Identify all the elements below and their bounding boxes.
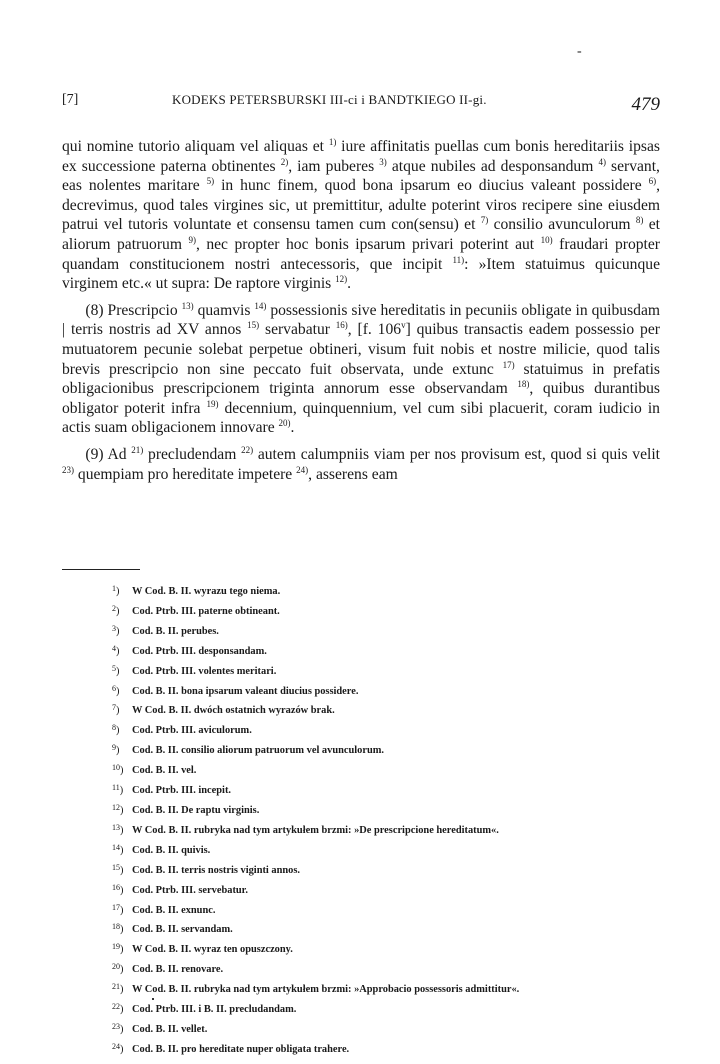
text-run: ] quibus transactis eadem possessio per mutuatorem pecunie solebat perpetue obtineri, visum fuit nobis et nostre milicie, quod talis brevis prescripcio non sine peccato fuit observata, unde extunc (62, 321, 660, 378)
footnote-ref: 23) (62, 464, 74, 475)
footnote-number: $^{16}$) (112, 882, 124, 896)
footnote (112, 919, 672, 939)
footnote-number: $^{21}$) (112, 982, 124, 996)
footnote (112, 601, 672, 621)
paragraph-1 (62, 137, 660, 294)
text-run: possessionis sive hereditatis in pecuniis obligate in quibusdam | terris nostris ad XV annos (62, 301, 661, 339)
text-run: decennium, quinquennium, vel cum sibi placuerit, coram iudicio in actis suam obligacionem innovare (62, 399, 660, 437)
footnote (112, 979, 672, 999)
footnote (112, 621, 672, 641)
footnote-marker: 6 (112, 683, 116, 693)
footnote (112, 700, 672, 720)
footnote-number: $^8$) (112, 723, 120, 737)
footnote-marker: 22 (112, 1002, 120, 1012)
footnote (112, 880, 672, 900)
footnotes-list (112, 581, 672, 1059)
footnote-marker: 2 (112, 603, 116, 613)
footnote (112, 800, 672, 820)
text-run: . (347, 275, 352, 293)
text-run: , quibus durantibus obligator poterit infra (62, 380, 660, 417)
section-number: [7] (62, 92, 79, 107)
footnote-ref: 16) (335, 320, 348, 331)
footnote-ref: 14) (254, 300, 267, 311)
footnote (112, 681, 672, 701)
footnote-ref: 12) (335, 274, 348, 285)
text-run: statuimus in prefatis obligacionibus prescripcionem triginta annorum esse observandam (62, 360, 660, 398)
text-run: in hunc finem, quod bona ipsarum eo diucius valeant possidere (221, 177, 642, 195)
footnote-ref: 5) (206, 176, 215, 187)
footnote (112, 760, 672, 780)
footnote-ref: 8) (635, 215, 644, 226)
footnote-text: Cod. Ptrb. III. desponsandam. (132, 645, 267, 657)
footnote (112, 1039, 672, 1059)
footnote (112, 1019, 672, 1039)
footnote-number: $^4$) (112, 643, 120, 657)
footnote-text: Cod. Ptrb. III. volentes meritari. (132, 665, 277, 677)
text-run: iure affinitatis puellas cum bonis hereditariis ipsas ex successione paterna obtinentes (62, 138, 660, 175)
footnote-marker: 14 (112, 842, 120, 852)
footnote-marker: 10 (112, 763, 120, 773)
footnote-text: Cod. Ptrb. III. incepit. (132, 785, 232, 797)
footnote-ref: 21) (131, 444, 144, 455)
text-run: qui nomine tutorio aliquam vel aliquas et (62, 138, 324, 155)
text-run: consilio avunculorum (493, 216, 631, 234)
footnote-text: Cod. Ptrb. III. servebatur. (132, 884, 248, 896)
footnote-text: W Cod. B. II. dwóch ostatnich wyrazów brak. (132, 705, 335, 717)
footnote-number: $^{18}$) (112, 922, 124, 936)
footnote-marker: 5 (112, 663, 116, 673)
footnote-divider (62, 569, 140, 570)
main-text (62, 137, 660, 484)
footnote-ref: 17) (502, 359, 515, 370)
running-title: KODEKS PETERSBURSKI III-ci i BANDTKIEGO II-gi. (172, 92, 487, 107)
footnote-number: $^3$) (112, 623, 120, 637)
footnote-number: $^{11}$) (112, 783, 124, 797)
footnote-number: $^{15}$) (112, 862, 124, 876)
footnote-text: W Cod. B. II. rubryka nad tym artykułem brzmi: »De prescripcione hereditatum«. (132, 824, 499, 836)
footnote-text: Cod. B. II. De raptu virginis. (132, 804, 260, 816)
page-mark: - (577, 44, 582, 59)
footnote-marker: 4 (112, 643, 116, 653)
footnote-number: $^{19}$) (112, 942, 124, 956)
text-run: , decrevimus, quod tales virgines sic, ut premittitur, adulte poterint viros recipere sine eiusdem patrui vel tutoris voluntate et consensu tamen cum con(sensu) et (62, 177, 660, 234)
footnote-marker: 23 (112, 1021, 120, 1031)
footnote (112, 780, 672, 800)
footnote-marker: 20 (112, 962, 120, 972)
footnote-ref: 19) (206, 398, 219, 409)
footnote-marker: 1 (112, 584, 116, 593)
footnote-number: $^{12}$) (112, 802, 124, 816)
text-run: quamvis (197, 301, 251, 319)
footnote (112, 939, 672, 959)
text-run: : »Item statuimus quicunque virginem etc.« ut supra: De raptore virginis (62, 255, 660, 293)
text-run: servabatur (265, 321, 330, 339)
footnote-number: $^5$) (112, 663, 120, 677)
footnote-text: Cod. B. II. pro hereditate nuper obligata trahere. (132, 1043, 350, 1055)
footnote (112, 720, 672, 740)
footnote-marker: 9 (112, 743, 116, 753)
footnote-ref: 11) (452, 254, 465, 265)
paragraph-3 (62, 445, 660, 484)
footnote (112, 740, 672, 760)
footnote-number: $^7$) (112, 703, 120, 717)
text-run: servant, eas nolentes maritare (62, 157, 660, 195)
footnote-marker: 13 (112, 822, 120, 832)
footnote-number: $^{23}$) (112, 1021, 124, 1035)
footnote (112, 900, 672, 920)
footnote-text: Cod. B. II. perubes. (132, 625, 219, 637)
footnote (112, 999, 672, 1019)
footnote-ref: 4) (598, 156, 606, 167)
footnote-marker: 11 (112, 783, 120, 793)
text-run: (9) Ad (85, 445, 127, 463)
paragraph-2 (62, 301, 660, 438)
footnote-ref: 13) (181, 300, 194, 311)
text-run: quempiam pro hereditate impetere (77, 465, 293, 483)
footnote-text: Cod. B. II. renovare. (132, 964, 224, 976)
running-header (62, 92, 660, 118)
footnote-ref: 2) (280, 156, 289, 167)
footnote-marker: 17 (112, 902, 120, 912)
footnote-text: Cod. Ptrb. III. aviculorum. (132, 725, 252, 737)
text-run: precludendam (148, 445, 237, 463)
text-run: et aliorum patruorum (62, 216, 660, 253)
footnote-marker: 3 (112, 623, 116, 633)
footnote-number: $^{22}$) (112, 1002, 124, 1016)
footnote-marker: 18 (112, 922, 120, 932)
footnote-text: Cod. Ptrb. III. paterne obtineant. (132, 605, 280, 617)
text-run: atque nubiles ad desponsandum (391, 157, 594, 175)
footnote (112, 641, 672, 661)
footnote-text: Cod. B. II. vellet. (132, 1023, 208, 1035)
footnote-marker: 21 (112, 982, 120, 992)
footnote-marker: 15 (112, 862, 120, 872)
footnote (112, 840, 672, 860)
footnote-marker: 12 (112, 802, 120, 812)
footnote-text: W Cod. B. II. wyrazu tego niema. (132, 586, 281, 597)
footnote-text: Cod. B. II. servandam. (132, 924, 233, 936)
footnote (112, 581, 672, 601)
footnote-ref: 3) (379, 156, 387, 167)
footnote (112, 860, 672, 880)
text-run: autem calumpniis viam per nos provisum est, quod si quis velit (257, 445, 660, 463)
footnote-text: Cod. B. II. exnunc. (132, 904, 216, 916)
footnote-ref: 10) (540, 234, 553, 245)
footnote-number: $^9$) (112, 743, 120, 757)
footnote-text: W Cod. B. II. rubryka nad tym artykułem brzmi: »Approbacio possessoris admittitur«. (132, 984, 520, 996)
text-run: . (290, 419, 295, 437)
footnote-ref: 6) (648, 176, 657, 187)
footnote-ref: 1) (328, 137, 337, 147)
footnote-marker: 16 (112, 882, 120, 892)
footnote-number: $^1$) (112, 584, 120, 597)
footnote-number: $^{10}$) (112, 763, 124, 777)
footnote (112, 661, 672, 681)
footnote-number: $^{20}$) (112, 962, 124, 976)
footnote-text: Cod. B. II. bona ipsarum valeant diucius possidere. (132, 685, 359, 697)
footnote-ref: 15) (247, 320, 260, 331)
page-mark-dot (152, 998, 154, 1000)
footnote-number: $^{14}$) (112, 842, 124, 856)
footnote-marker: 7 (112, 703, 116, 713)
page-number: 479 (631, 94, 660, 115)
footnote-number: $^{13}$) (112, 822, 124, 836)
footnote-ref: 20) (278, 418, 291, 429)
footnote-number: $^6$) (112, 683, 120, 697)
footnote-text: Cod. B. II. terris nostris viginti annos. (132, 864, 301, 876)
footnote-ref: 7) (480, 215, 489, 226)
footnote-ref: 18) (517, 379, 530, 390)
footnote (112, 820, 672, 840)
footnote-text: W Cod. B. II. wyraz ten opuszczony. (132, 944, 293, 956)
footnote-number: $^2$) (112, 603, 120, 617)
footnote-text: Cod. Ptrb. III. i B. II. precludandam. (132, 1004, 297, 1016)
text-run: , iam puberes (288, 157, 375, 175)
footnote-marker: 8 (112, 723, 116, 733)
text-run: , asserens eam (308, 465, 398, 483)
footnote-number: $^{24}$) (112, 1041, 124, 1055)
text-run: , nec propter hoc bonis ipsarum privari poterint aut (195, 235, 535, 253)
footnote-text: Cod. B. II. consilio aliorum patruorum vel avunculorum. (132, 745, 384, 757)
text-run: (8) Prescripcio (85, 301, 178, 319)
folio-verso: v (401, 320, 406, 331)
footnote-ref: 22) (241, 444, 254, 455)
footnote-number: $^{17}$) (112, 902, 124, 916)
text-run: , [f. 106 (347, 321, 402, 339)
text-run: fraudari propter quandam constitucionem nostri antecessoris, que incipit (62, 235, 660, 273)
footnote-marker: 24 (112, 1041, 120, 1051)
footnote (112, 959, 672, 979)
footnote-text: Cod. B. II. quivis. (132, 844, 211, 856)
footnote-marker: 19 (112, 942, 120, 952)
footnote-ref: 9) (188, 234, 196, 245)
footnote-text: Cod. B. II. vel. (132, 765, 197, 777)
footnote-ref: 24) (296, 464, 309, 475)
